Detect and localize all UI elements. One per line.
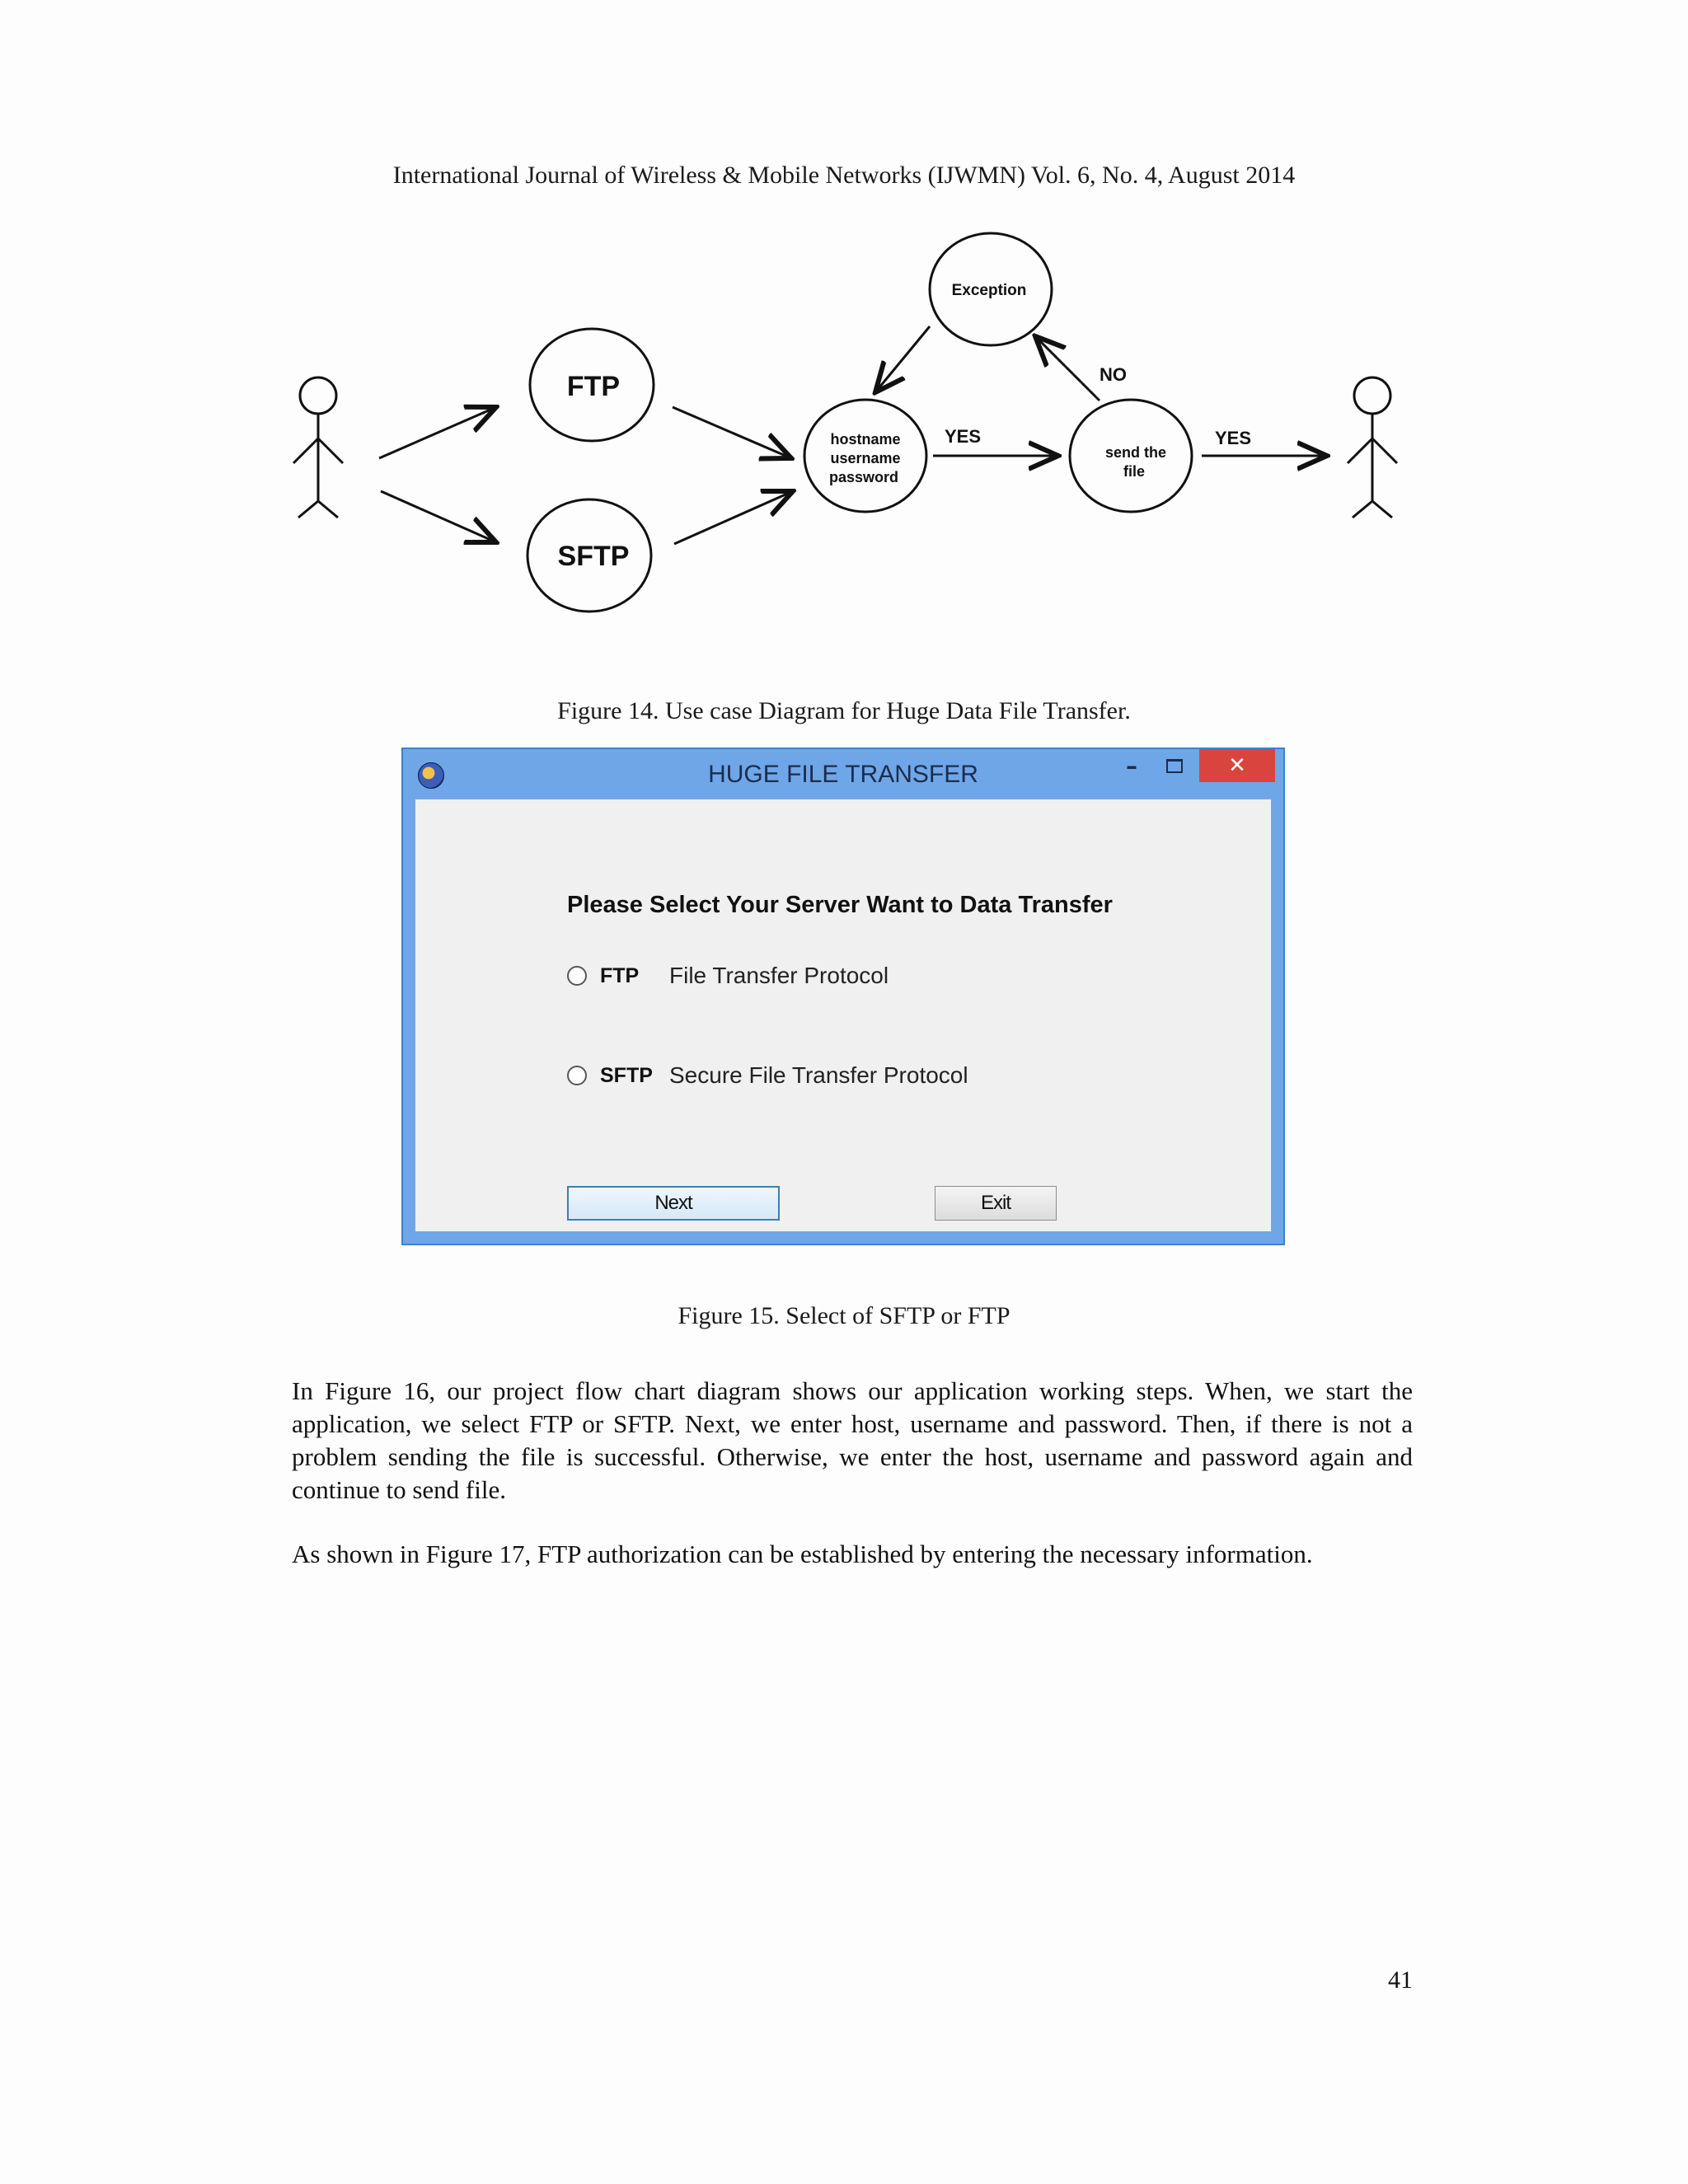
sftp-node-label: SFTP <box>557 541 630 572</box>
sftp-option-label: Secure File Transfer Protocol <box>669 1062 968 1088</box>
use-case-diagram <box>280 223 1418 635</box>
window-titlebar[interactable] <box>403 749 1283 799</box>
send-label-line2: file <box>1123 463 1146 480</box>
edge-send-exception <box>1035 336 1100 401</box>
minimize-button[interactable]: – <box>1126 752 1137 780</box>
edge-sftp-credentials <box>674 491 793 544</box>
edge-actor-ftp <box>379 407 496 458</box>
maximize-button[interactable] <box>1153 749 1196 782</box>
close-button[interactable]: ✕ <box>1199 749 1275 782</box>
running-header: International Journal of Wireless & Mobile Networks (IJWMN) Vol. 6, No. 4, August 2014 <box>392 162 1296 189</box>
send-label-line1: send the <box>1104 444 1167 461</box>
ftp-option-label: File Transfer Protocol <box>669 963 889 988</box>
next-button[interactable]: Next <box>567 1186 780 1221</box>
edge-actor-sftp <box>381 491 496 542</box>
figure-15-caption: Figure 15. Select of SFTP or FTP <box>678 1302 1010 1329</box>
huge-file-transfer-window <box>401 748 1285 1245</box>
ftp-radio[interactable] <box>567 966 587 986</box>
body-paragraph-1: In Figure 16, our project flow chart diagram shows our application working steps. When, we start the application, we select FTP or SFTP. Next, we enter host, username and password. Then, if there is not a problem sending the file is successful. Otherwise, we enter the host, username and password again and continue to send file. <box>292 1376 1413 1504</box>
maximize-icon <box>1166 759 1183 773</box>
user-actor-icon <box>293 377 343 518</box>
edge-label-yes-1: YES <box>945 426 982 447</box>
exception-label: Exception <box>951 282 1027 299</box>
ftp-node-label: FTP <box>566 371 621 402</box>
edge-ftp-credentials <box>673 407 791 458</box>
window-title: HUGE FILE TRANSFER <box>708 761 978 788</box>
sftp-radio[interactable] <box>567 1066 587 1085</box>
edge-label-no: NO <box>1100 364 1127 385</box>
body-paragraph-2: As shown in Figure 17, FTP authorization can be established by entering the necessary information. <box>292 1540 1313 1568</box>
ftp-option[interactable] <box>567 959 889 992</box>
sftp-option[interactable] <box>567 1059 968 1092</box>
ftp-option-code: FTP <box>600 963 640 987</box>
edge-label-yes-2: YES <box>1215 428 1252 448</box>
credentials-label-password: password <box>828 469 899 485</box>
figure-14-caption: Figure 14. Use case Diagram for Huge Data File Transfer. <box>557 697 1131 724</box>
exit-button[interactable]: Exit <box>935 1186 1057 1221</box>
sftp-option-code: SFTP <box>600 1063 653 1087</box>
page-number: 41 <box>1388 1966 1413 1994</box>
credentials-label-username: username <box>830 450 901 466</box>
server-actor-icon <box>1348 377 1397 518</box>
credentials-label-hostname: hostname <box>830 431 901 448</box>
edge-exception-credentials <box>875 326 930 392</box>
window-client-area <box>415 799 1272 1232</box>
server-select-prompt: Please Select Your Server Want to Data Transfer <box>567 892 1113 918</box>
